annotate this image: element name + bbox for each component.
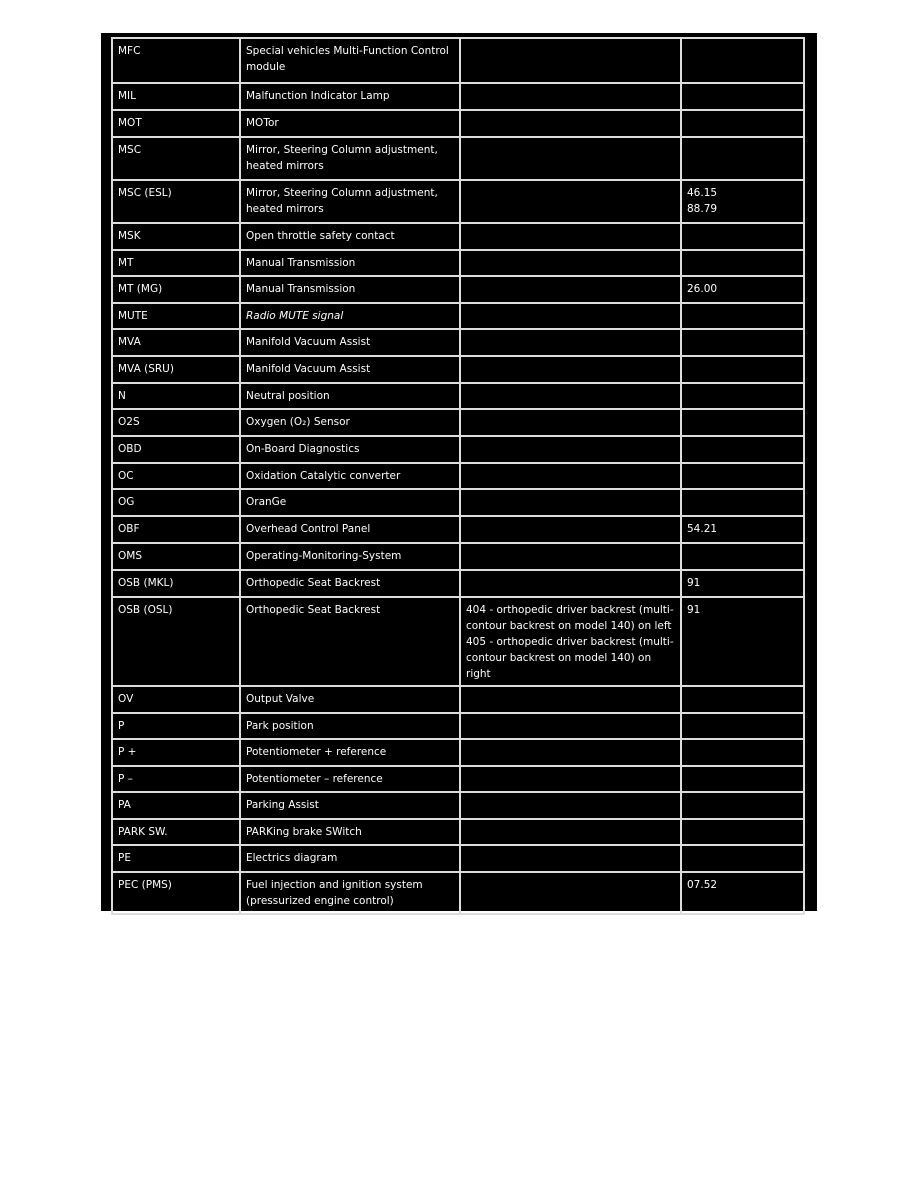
table-row — [112, 713, 804, 739]
note-cell — [460, 766, 681, 792]
meaning-cell: Neutral position — [240, 383, 460, 409]
meaning-cell: PARKing brake SWitch — [240, 819, 460, 845]
meaning-cell: Orthopedic Seat Backrest — [240, 570, 460, 597]
meaning-cell: Manual Transmission — [240, 250, 460, 276]
table-row — [112, 137, 804, 180]
meaning-cell: Electrics diagram — [240, 845, 460, 872]
table-row — [112, 597, 804, 686]
reference-cell: 46.15 88.79 — [681, 180, 804, 223]
reference-cell — [681, 713, 804, 739]
reference-cell — [681, 463, 804, 489]
table-row — [112, 180, 804, 223]
note-cell — [460, 686, 681, 713]
table-row — [112, 356, 804, 383]
reference-cell — [681, 137, 804, 180]
table-row — [112, 436, 804, 463]
table-row — [112, 38, 804, 83]
abbreviation-cell: OBF — [112, 516, 240, 543]
abbreviation-cell: OC — [112, 463, 240, 489]
note-cell: 404 - orthopedic driver backrest (multi- contour backrest on model 140) on left 405 - orthopedic driver backrest (multi- contour backrest on model 140) on right — [460, 597, 681, 686]
reference-cell: 91 — [681, 597, 804, 686]
abbreviation-cell: N — [112, 383, 240, 409]
document-page-scan — [101, 33, 817, 911]
table-row — [112, 766, 804, 792]
abbreviation-cell: OBD — [112, 436, 240, 463]
reference-cell: 07.52 — [681, 872, 804, 914]
abbreviation-cell: O2S — [112, 409, 240, 436]
table-row — [112, 739, 804, 766]
table-row — [112, 409, 804, 436]
note-cell — [460, 250, 681, 276]
abbreviation-cell: OSB (OSL) — [112, 597, 240, 686]
note-cell — [460, 83, 681, 110]
abbreviation-cell: P – — [112, 766, 240, 792]
abbreviation-cell: OSB (MKL) — [112, 570, 240, 597]
note-cell — [460, 436, 681, 463]
meaning-cell: Output Valve — [240, 686, 460, 713]
abbreviation-cell: MFC — [112, 38, 240, 83]
table-row — [112, 845, 804, 872]
reference-cell — [681, 739, 804, 766]
abbreviation-table-body — [112, 38, 804, 914]
meaning-cell: Malfunction Indicator Lamp — [240, 83, 460, 110]
reference-cell — [681, 766, 804, 792]
meaning-cell: Special vehicles Multi-Function Control module — [240, 38, 460, 83]
reference-cell — [681, 819, 804, 845]
note-cell — [460, 276, 681, 303]
reference-cell — [681, 356, 804, 383]
abbreviation-cell: PE — [112, 845, 240, 872]
abbreviation-cell: MVA — [112, 329, 240, 356]
abbreviation-cell: MSK — [112, 223, 240, 250]
abbreviation-cell: MIL — [112, 83, 240, 110]
note-cell — [460, 329, 681, 356]
meaning-cell: Manifold Vacuum Assist — [240, 329, 460, 356]
table-row — [112, 110, 804, 137]
table-row — [112, 276, 804, 303]
meaning-cell: Fuel injection and ignition system (pressurized engine control) — [240, 872, 460, 914]
reference-cell — [681, 250, 804, 276]
meaning-cell: Parking Assist — [240, 792, 460, 819]
meaning-cell: MOTor — [240, 110, 460, 137]
table-row — [112, 223, 804, 250]
abbreviation-cell: MSC (ESL) — [112, 180, 240, 223]
note-cell — [460, 463, 681, 489]
note-cell — [460, 713, 681, 739]
meaning-cell: Mirror, Steering Column adjustment, heated mirrors — [240, 180, 460, 223]
abbreviation-cell: PA — [112, 792, 240, 819]
abbreviation-cell: MUTE — [112, 303, 240, 329]
reference-cell: 91 — [681, 570, 804, 597]
abbreviation-cell: OV — [112, 686, 240, 713]
table-row — [112, 83, 804, 110]
reference-cell — [681, 792, 804, 819]
reference-cell — [681, 436, 804, 463]
table-row — [112, 489, 804, 516]
note-cell — [460, 356, 681, 383]
note-cell — [460, 137, 681, 180]
meaning-cell: On-Board Diagnostics — [240, 436, 460, 463]
reference-cell: 26.00 — [681, 276, 804, 303]
note-cell — [460, 819, 681, 845]
abbreviation-cell: MT — [112, 250, 240, 276]
table-row — [112, 383, 804, 409]
abbreviation-cell: PEC (PMS) — [112, 872, 240, 914]
reference-cell — [681, 83, 804, 110]
table-row — [112, 792, 804, 819]
table-row — [112, 250, 804, 276]
abbreviation-cell: MSC — [112, 137, 240, 180]
note-cell — [460, 383, 681, 409]
meaning-cell: Manual Transmission — [240, 276, 460, 303]
table-row — [112, 543, 804, 570]
reference-cell: 54.21 — [681, 516, 804, 543]
meaning-cell: Potentiometer – reference — [240, 766, 460, 792]
abbreviation-cell: P — [112, 713, 240, 739]
note-cell — [460, 110, 681, 137]
table-row — [112, 516, 804, 543]
meaning-cell: Overhead Control Panel — [240, 516, 460, 543]
abbreviation-cell: OMS — [112, 543, 240, 570]
meaning-cell: Oxidation Catalytic converter — [240, 463, 460, 489]
meaning-cell: Potentiometer + reference — [240, 739, 460, 766]
meaning-cell: Manifold Vacuum Assist — [240, 356, 460, 383]
abbreviation-cell: OG — [112, 489, 240, 516]
note-cell — [460, 180, 681, 223]
table-row — [112, 872, 804, 914]
reference-cell — [681, 409, 804, 436]
meaning-cell: OranGe — [240, 489, 460, 516]
meaning-cell: Radio MUTE signal — [240, 303, 460, 329]
reference-cell — [681, 845, 804, 872]
reference-cell — [681, 543, 804, 570]
abbreviation-cell: MOT — [112, 110, 240, 137]
table-row — [112, 570, 804, 597]
note-cell — [460, 570, 681, 597]
reference-cell — [681, 38, 804, 83]
abbreviation-table — [111, 37, 805, 915]
reference-cell — [681, 383, 804, 409]
meaning-cell: Orthopedic Seat Backrest — [240, 597, 460, 686]
note-cell — [460, 516, 681, 543]
table-row — [112, 819, 804, 845]
note-cell — [460, 489, 681, 516]
reference-cell — [681, 303, 804, 329]
note-cell — [460, 543, 681, 570]
table-row — [112, 329, 804, 356]
reference-cell — [681, 329, 804, 356]
meaning-cell: Mirror, Steering Column adjustment, heated mirrors — [240, 137, 460, 180]
abbreviation-cell: MVA (SRU) — [112, 356, 240, 383]
note-cell — [460, 739, 681, 766]
table-row — [112, 303, 804, 329]
note-cell — [460, 872, 681, 914]
reference-cell — [681, 110, 804, 137]
abbreviation-cell: MT (MG) — [112, 276, 240, 303]
note-cell — [460, 409, 681, 436]
meaning-cell: Open throttle safety contact — [240, 223, 460, 250]
table-row — [112, 686, 804, 713]
meaning-cell: Oxygen (O₂) Sensor — [240, 409, 460, 436]
table-row — [112, 463, 804, 489]
note-cell — [460, 303, 681, 329]
abbreviation-cell: P + — [112, 739, 240, 766]
meaning-cell: Operating-Monitoring-System — [240, 543, 460, 570]
reference-cell — [681, 489, 804, 516]
reference-cell — [681, 686, 804, 713]
note-cell — [460, 223, 681, 250]
note-cell — [460, 845, 681, 872]
reference-cell — [681, 223, 804, 250]
note-cell — [460, 792, 681, 819]
meaning-cell: Park position — [240, 713, 460, 739]
abbreviation-cell: PARK SW. — [112, 819, 240, 845]
note-cell — [460, 38, 681, 83]
